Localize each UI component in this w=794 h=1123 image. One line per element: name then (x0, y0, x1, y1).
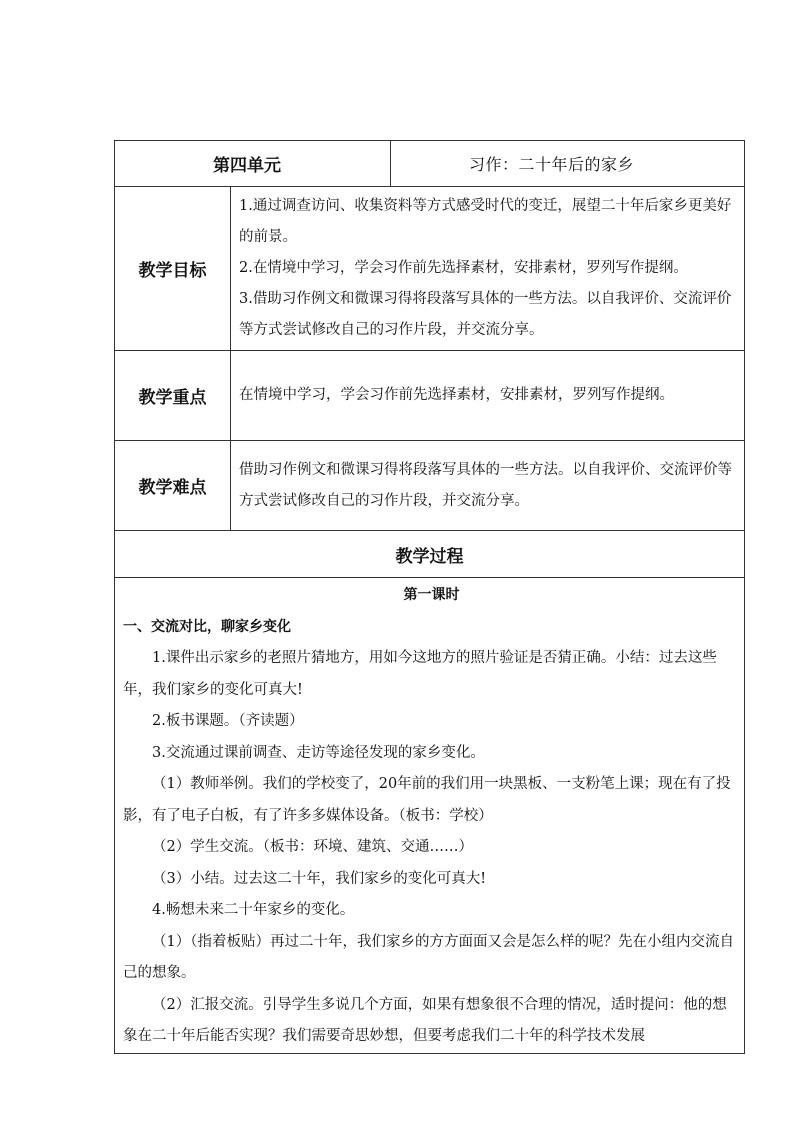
header-row (115, 141, 745, 187)
process-paragraph: 4.畅想未来二十年家乡的变化。 (152, 902, 355, 918)
difficulties-content: 借助习作例文和微课习得将段落写具体的一些方法。以自我评价、交流评价等方式尝试修改自己的习作片段，并交流分享。 (231, 441, 745, 531)
process-title: 教学过程 (115, 531, 745, 578)
process-header-row (115, 531, 745, 578)
key-points-label: 教学重点 (115, 351, 231, 441)
goals-row (115, 187, 745, 351)
goal-item: 2.在情境中学习，学会习作前先选择素材，安排素材，罗列写作提纲。 (239, 260, 688, 276)
goal-item: 3.借助习作例文和微课习得将段落写具体的一些方法。以自我评价、交流评价等方式尝试修改自己的习作片段，并交流分享。 (239, 291, 732, 338)
key-points-content: 在情境中学习，学会习作前先选择素材，安排素材，罗列写作提纲。 (231, 351, 745, 441)
lesson-plan-document (114, 140, 744, 1054)
process-body-row (115, 578, 745, 1054)
section-heading: 一、交流对比，聊家乡变化 (123, 618, 291, 635)
lesson-plan-table (114, 140, 745, 1054)
process-content (115, 578, 745, 1054)
goals-content (231, 187, 745, 351)
process-paragraph: 1.课件出示家乡的老照片猜地方，用如今这地方的照片验证是否猜正确。小结：过去这些年，我们家乡的变化可真大! (123, 650, 717, 698)
difficulties-label: 教学难点 (115, 441, 231, 531)
lesson-topic: 习作：二十年后的家乡 (391, 141, 745, 187)
process-paragraph: （2）学生交流。（板书：环境、建筑、交通……） (152, 839, 473, 855)
process-paragraph: 2.板书课题。（齐读题） (152, 713, 304, 729)
process-paragraph: 3.交流通过课前调查、走访等途径发现的家乡变化。 (152, 744, 485, 761)
period-title: 第一课时 (403, 587, 460, 603)
difficulties-row (115, 441, 745, 531)
process-paragraph: （1）（指着板贴）再过二十年，我们家乡的方方面面又会是怎么样的呢？先在小组内交流自己的想象。 (123, 933, 734, 981)
unit-title: 第四单元 (115, 141, 391, 187)
process-paragraph: （3）小结。过去这二十年，我们家乡的变化可真大! (152, 870, 487, 887)
key-points-row (115, 351, 745, 441)
goal-item: 1.通过调查访问、收集资料等方式感受时代的变迁，展望二十年后家乡更美好的前景。 (239, 198, 732, 245)
process-paragraph: （2）汇报交流。引导学生多说几个方面，如果有想象很不合理的情况，适时提问：他的想象在二十年后能否实现？我们需要奇思妙想，但要考虑我们二十年的科学技术发展 (123, 996, 727, 1044)
process-paragraph: （1）教师举例。我们的学校变了，20年前的我们用一块黑板、一支粉笔上课；现在有了投影，有了电子白板，有了许多多媒体设备。（板书：学校） (123, 776, 731, 824)
goals-label: 教学目标 (115, 187, 231, 351)
